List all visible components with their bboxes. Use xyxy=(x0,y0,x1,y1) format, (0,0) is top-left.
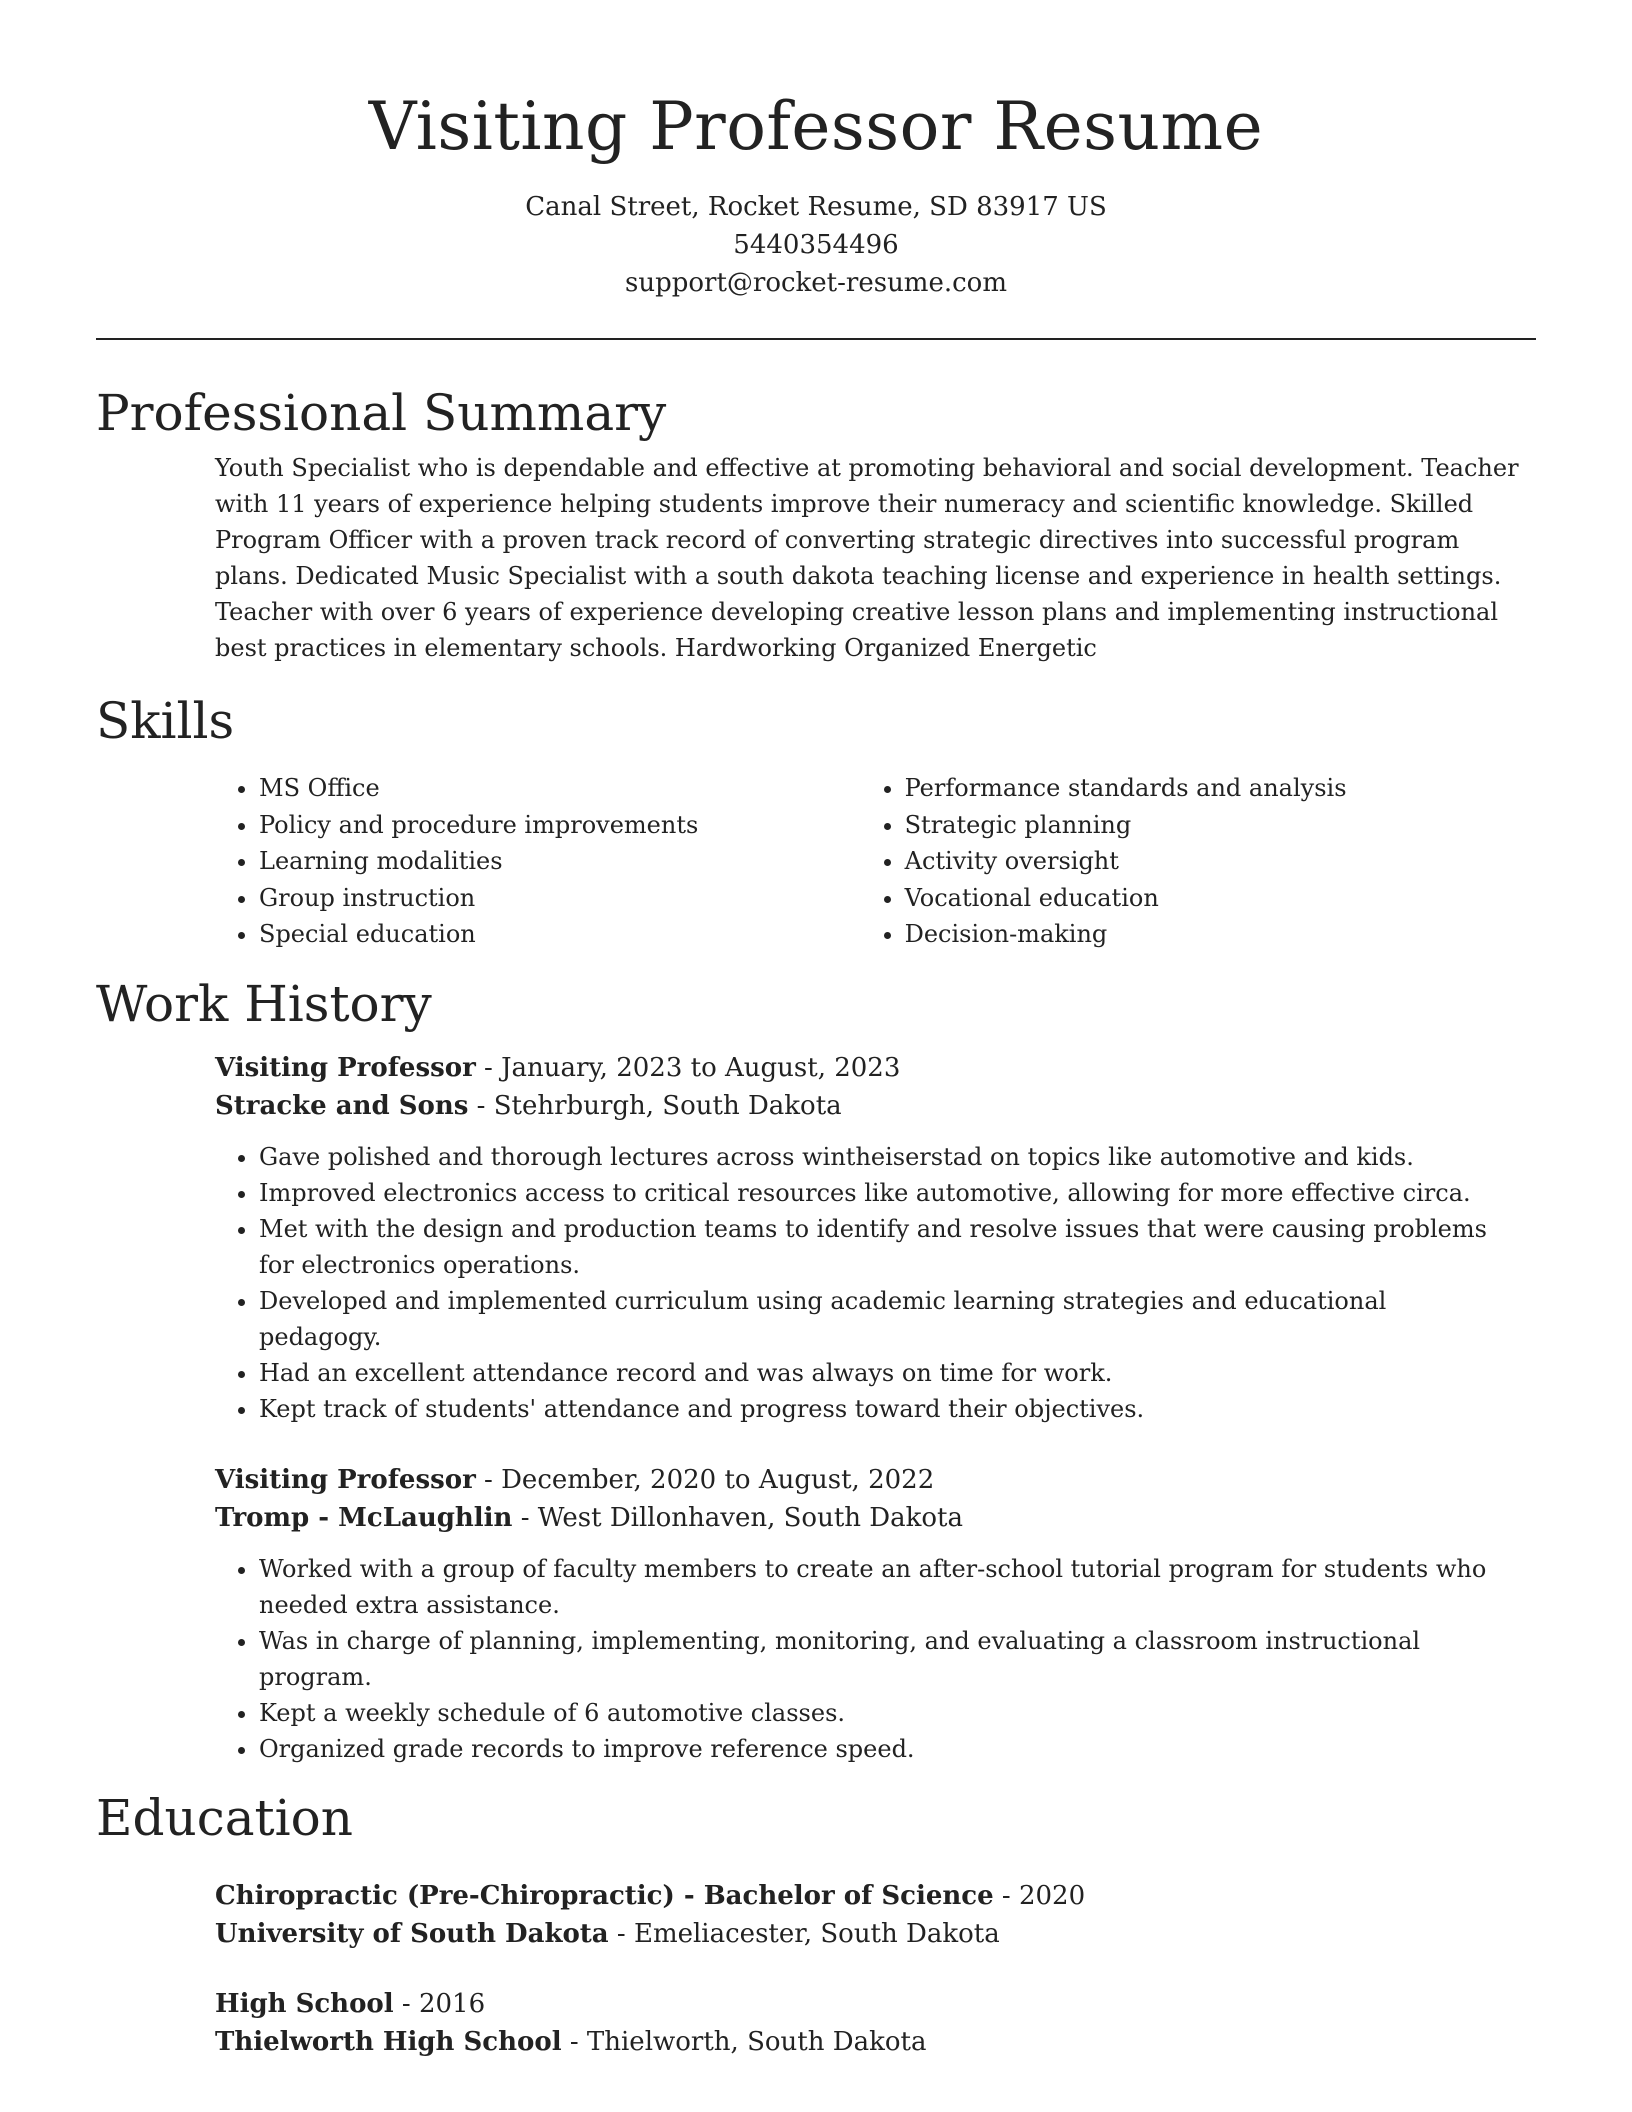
education-year: - 2020 xyxy=(993,1880,1086,1911)
job-bullet: • Gave polished and thorough lectures across wintheiserstad on topics like automotive and kids. xyxy=(259,1139,1505,1175)
skills-section xyxy=(96,688,1536,953)
job-title-line xyxy=(215,1461,1536,1499)
skills-heading: Skills xyxy=(96,692,235,750)
job-title-line xyxy=(215,1049,1536,1087)
job-company: Tromp - McLaughlin xyxy=(215,1502,513,1533)
job-bullet: • Kept a weekly schedule of 6 automotive classes. xyxy=(259,1695,1505,1731)
education-school: Thielworth High School xyxy=(215,2026,562,2057)
education-location: - Emeliacester, South Dakota xyxy=(608,1918,1000,1949)
contact-phone: 5440354496 xyxy=(733,230,899,260)
education-degree-line xyxy=(215,1877,1536,1915)
skill-item: • Decision-making xyxy=(905,916,1536,953)
skill-item: • Performance standards and analysis xyxy=(905,770,1536,807)
job-company-line xyxy=(215,1087,1536,1125)
skills-grid xyxy=(215,770,1536,953)
job-bullet: • Had an excellent attendance record and was always on time for work. xyxy=(259,1355,1505,1391)
education-school: University of South Dakota xyxy=(215,1918,609,1949)
job-bullets xyxy=(215,1551,1505,1767)
job-bullet: • Organized grade records to improve reference speed. xyxy=(259,1731,1505,1767)
contact-address: Canal Street, Rocket Resume, SD 83917 US xyxy=(525,192,1107,222)
header-divider xyxy=(96,338,1536,340)
job-entry xyxy=(215,1049,1536,1427)
job-bullet: • Was in charge of planning, implementing, monitoring, and evaluating a classroom instructional program. xyxy=(259,1623,1505,1695)
education-degree-line xyxy=(215,1985,1536,2023)
contact-email: support@rocket-resume.com xyxy=(624,268,1007,298)
education-heading: Education xyxy=(96,1788,353,1847)
job-bullet: • Worked with a group of faculty members to create an after-school tutorial program for students who needed extra assistance. xyxy=(259,1551,1505,1623)
summary-heading: Professional Summary xyxy=(96,384,667,442)
skills-column-right xyxy=(861,770,1536,953)
job-company-line xyxy=(215,1499,1536,1537)
skill-item: • Special education xyxy=(259,916,861,953)
summary-section xyxy=(96,380,1536,666)
job-bullet: • Kept track of students' attendance and progress toward their objectives. xyxy=(259,1391,1505,1427)
education-school-line xyxy=(215,1915,1536,1953)
work-history-section xyxy=(96,971,1536,1767)
education-school-line xyxy=(215,2023,1536,2061)
education-year: - 2016 xyxy=(393,1988,486,2019)
job-role: Visiting Professor xyxy=(215,1052,476,1083)
skill-item: • Activity oversight xyxy=(905,843,1536,880)
education-section xyxy=(96,1785,1536,2061)
skill-item: • Policy and procedure improvements xyxy=(259,807,861,844)
education-location: - Thielworth, South Dakota xyxy=(561,2026,927,2057)
skill-item: • Vocational education xyxy=(905,880,1536,917)
job-bullet: • Improved electronics access to critical resources like automotive, allowing for more effective circa. xyxy=(259,1175,1505,1211)
education-entry xyxy=(215,1985,1536,2061)
job-entry xyxy=(215,1461,1536,1767)
resume-title: Visiting Professor Resume xyxy=(368,88,1264,165)
job-bullets xyxy=(215,1139,1505,1427)
summary-text: Youth Specialist who is dependable and effective at promoting behavioral and social development. Teacher with 11 years of experience helping students improve their numeracy and scientific knowledge. Skilled Program Officer with a proven track record of converting strategic directives into successful program plans. Dedicated Music Specialist with a south dakota teaching license and experience in health settings. Teacher with over 6 years of experience developing creative lesson plans and implementing instructional best practices in elementary schools. Hardworking Organized Energetic xyxy=(215,454,1519,662)
job-dates: - January, 2023 to August, 2023 xyxy=(475,1052,901,1083)
skills-column-left xyxy=(215,770,861,953)
education-entry xyxy=(215,1877,1536,1953)
job-location: - Stehrburgh, South Dakota xyxy=(468,1090,842,1121)
contact-block xyxy=(96,188,1536,302)
job-role: Visiting Professor xyxy=(215,1464,476,1495)
education-degree: Chiropractic (Pre-Chiropractic) - Bachelor of Science xyxy=(215,1880,994,1911)
job-location: - West Dillonhaven, South Dakota xyxy=(512,1502,963,1533)
job-company: Stracke and Sons xyxy=(215,1090,469,1121)
job-bullet: • Developed and implemented curriculum using academic learning strategies and educational pedagogy. xyxy=(259,1283,1505,1355)
job-bullet: • Met with the design and production teams to identify and resolve issues that were causing problems for electronics operations. xyxy=(259,1211,1505,1283)
skill-item: • Learning modalities xyxy=(259,843,861,880)
work-history-heading: Work History xyxy=(96,974,432,1033)
skill-item: • Group instruction xyxy=(259,880,861,917)
skill-item: • Strategic planning xyxy=(905,807,1536,844)
resume-header xyxy=(96,82,1536,302)
job-dates: - December, 2020 to August, 2022 xyxy=(475,1464,935,1495)
education-degree: High School xyxy=(215,1988,394,2019)
skill-item: • MS Office xyxy=(259,770,861,807)
